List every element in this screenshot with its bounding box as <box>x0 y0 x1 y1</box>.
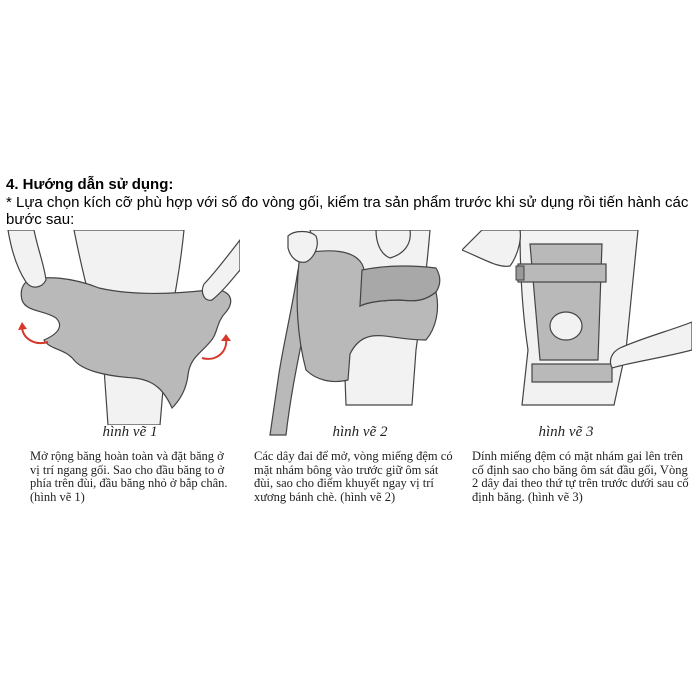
step-3-illustration <box>462 230 692 445</box>
step-2-text: Các dây đai để mở, vòng miếng đệm có mặt nhám bông vào trước giữ ôm sát đùi, sao cho điểm khuyết ngay vị trí xương bánh chè. (hình vẽ 2) <box>254 449 453 504</box>
step-1-text: Mở rộng băng hoàn toàn và đặt băng ở vị trí ngang gối. Sao cho đầu băng to ở phía trên đùi, đầu băng nhỏ ở bắp chân. (hình vẽ 1) <box>30 449 228 504</box>
step-3-caption: hình vẽ 3 <box>538 424 594 440</box>
step-2-caption: hình vẽ 2 <box>332 424 388 440</box>
step-1-illustration <box>4 230 240 445</box>
section-heading: 4. Hướng dẫn sử dụng: <box>6 176 174 193</box>
step-1-caption: hình vẽ 1 <box>102 424 158 440</box>
step-3-text: Dính miếng đệm có mặt nhám gai lên trên cố định sao cho băng ôm sát đầu gối, Vòng 2 dây đai theo thứ tự trên trước dưới sau cố định băng. (hình vẽ 3) <box>472 449 689 504</box>
step-2-illustration <box>250 230 460 445</box>
section-intro: * Lựa chọn kích cỡ phù hợp với số đo vòng gối, kiểm tra sản phẩm trước khi sử dụng rồi tiến hành các bước sau: <box>6 194 689 228</box>
